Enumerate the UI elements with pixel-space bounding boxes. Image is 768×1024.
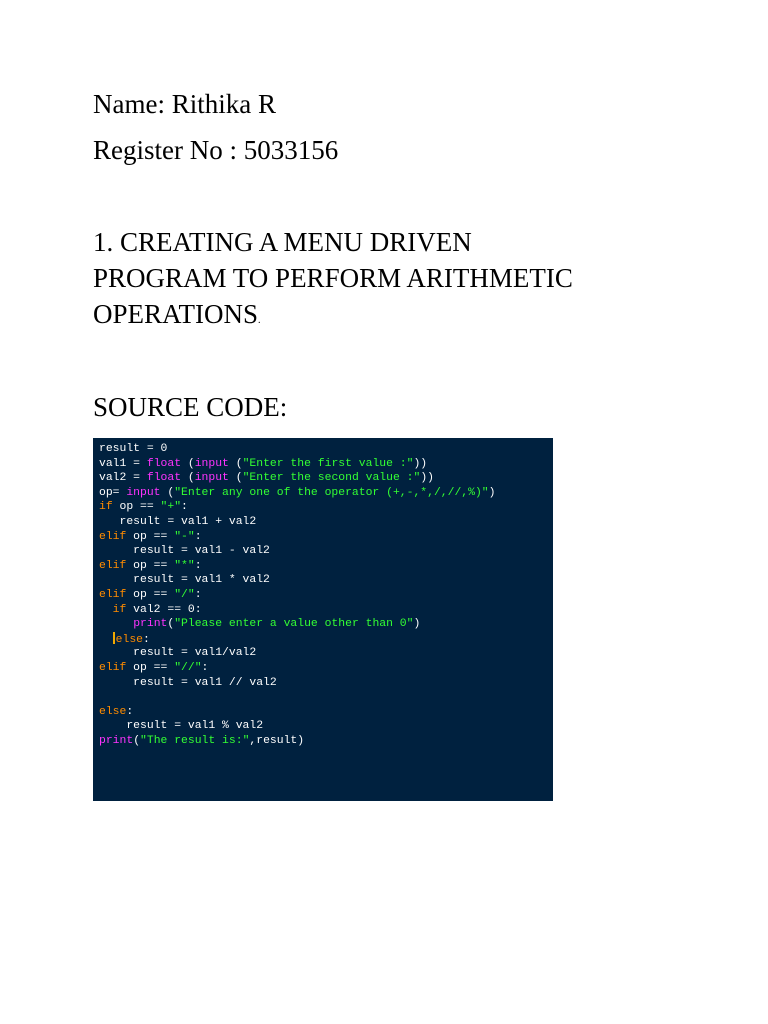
code-token: "-" — [174, 530, 195, 543]
code-line — [99, 646, 256, 661]
text-cursor — [113, 632, 115, 644]
code-token: "*" — [174, 559, 195, 572]
code-token: result = val1 * val2 — [99, 574, 270, 587]
code-line — [99, 442, 167, 457]
code-line — [99, 661, 208, 676]
code-token: elif — [99, 559, 127, 572]
code-line — [99, 486, 495, 501]
code-token — [99, 604, 113, 616]
student-name: Name: Rithika R — [93, 89, 276, 119]
code-token: op == — [126, 662, 175, 674]
code-token: ( — [228, 472, 243, 485]
code-token: op == — [112, 501, 161, 514]
code-token: "Enter the first value :" — [242, 457, 414, 470]
code-token: ( — [133, 735, 141, 747]
question-title-line-3 — [93, 296, 261, 339]
question-title-text: OPERATIONS — [93, 299, 259, 329]
code-token: float — [146, 457, 182, 470]
code-line — [99, 603, 202, 618]
question-title-period: . — [258, 315, 261, 326]
code-token: result = val1 // val2 — [99, 676, 277, 689]
code-line — [99, 471, 434, 486]
code-token: "+" — [160, 501, 182, 514]
code-token: : — [194, 530, 202, 543]
code-line — [99, 632, 150, 647]
code-token: input — [194, 472, 229, 485]
code-token: "/" — [174, 589, 195, 601]
question-title-line-2: PROGRAM TO PERFORM ARITHMETIC — [93, 263, 573, 293]
code-token: : — [181, 501, 188, 514]
code-token: result = val1 + val2 — [99, 516, 257, 528]
code-token: if — [99, 501, 113, 514]
code-token: elif — [99, 589, 127, 601]
code-token: ( — [167, 618, 175, 631]
code-line — [99, 457, 427, 472]
code-token: print — [99, 735, 134, 747]
code-token: input — [194, 457, 229, 470]
code-line — [99, 559, 202, 574]
code-line — [99, 515, 256, 530]
question-title-line-1: 1. CREATING A MENU DRIVEN — [93, 227, 472, 257]
code-token: ( — [181, 457, 195, 470]
code-token: elif — [99, 662, 127, 674]
code-token: "Enter the second value :" — [242, 472, 421, 485]
code-token — [99, 618, 133, 630]
code-token: op= — [99, 486, 127, 499]
code-token: else — [115, 633, 144, 646]
code-token: : — [201, 662, 209, 674]
code-token: print — [133, 618, 168, 631]
code-line — [99, 588, 202, 603]
code-token: ( — [181, 472, 195, 485]
code-token: if — [112, 603, 127, 616]
code-line — [99, 617, 420, 632]
code-line — [99, 573, 270, 588]
code-token: ( — [160, 486, 175, 499]
code-token: val2 == 0: — [126, 603, 202, 616]
code-token: : — [194, 559, 202, 572]
code-screenshot — [93, 438, 553, 801]
code-line — [99, 719, 263, 734]
code-token: )) — [413, 457, 428, 470]
code-token: val2 = — [99, 472, 147, 485]
code-token: "Enter any one of the operator (+,-,*,/,//,%)" — [174, 486, 489, 499]
code-token: result = 0 — [99, 443, 168, 455]
code-token: result = val1 - val2 — [99, 545, 270, 558]
code-token: float — [146, 472, 182, 485]
code-token: op == — [126, 559, 175, 572]
register-number: Register No : 5033156 — [93, 135, 339, 165]
code-token: elif — [99, 530, 127, 543]
code-token — [99, 634, 113, 646]
code-token: else — [99, 705, 127, 718]
code-token: result = val1 % val2 — [99, 720, 264, 733]
code-token: op == — [126, 530, 175, 543]
code-line — [99, 676, 277, 691]
code-line — [99, 530, 202, 545]
code-token: ,result) — [249, 735, 305, 747]
code-token: input — [126, 486, 161, 499]
code-token: : — [194, 589, 202, 601]
code-token: "//" — [174, 662, 202, 674]
code-line — [99, 705, 133, 720]
code-line — [99, 734, 304, 749]
code-line — [99, 544, 270, 559]
section-heading: SOURCE CODE: — [93, 392, 288, 422]
code-token: ) — [413, 618, 421, 631]
code-token: ( — [228, 457, 243, 470]
code-token: op == — [126, 589, 175, 601]
code-token: )) — [420, 472, 434, 485]
code-line — [99, 500, 188, 515]
code-token: "The result is:" — [140, 735, 250, 747]
code-token: ) — [488, 486, 496, 499]
code-token: val1 = — [99, 457, 147, 470]
code-token: : — [143, 633, 150, 646]
code-token: : — [126, 705, 134, 718]
code-token: "Please enter a value other than 0" — [174, 618, 414, 631]
code-token: result = val1/val2 — [99, 647, 257, 660]
